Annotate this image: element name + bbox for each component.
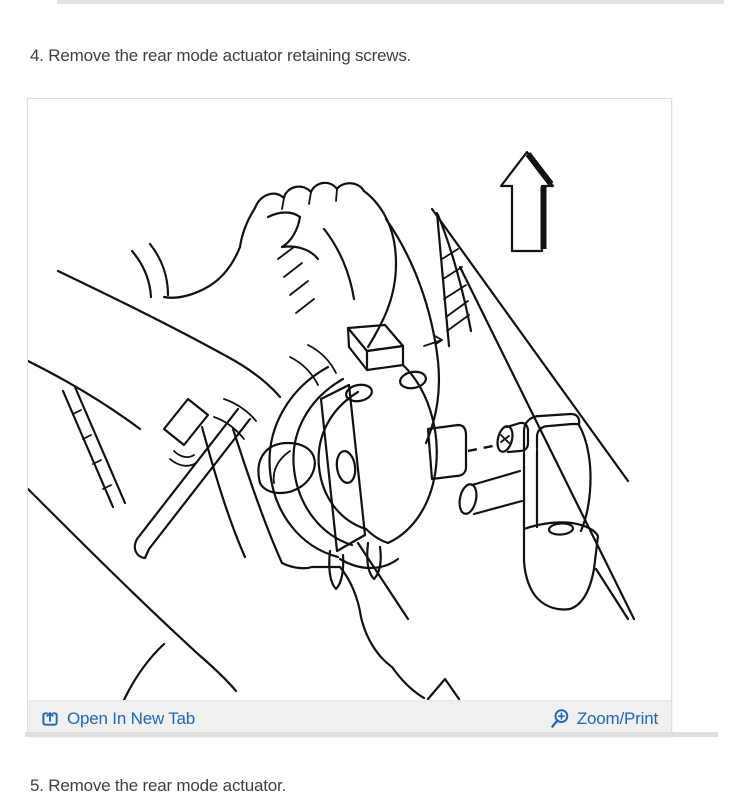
zoom-print-link[interactable]: [549, 708, 658, 730]
open-in-new-tab-label: Open In New Tab: [67, 708, 196, 728]
actuator-illustration: [28, 99, 671, 700]
figure-toolbar: [28, 700, 671, 736]
open-in-new-tab-icon: [41, 709, 60, 728]
bottom-divider: [25, 732, 718, 737]
figure-box: [27, 98, 672, 737]
zoom-print-label: Zoom/Print: [576, 708, 658, 728]
open-in-new-tab-link[interactable]: [41, 709, 195, 729]
step-4-instruction: 4. Remove the rear mode actuator retaining screws.: [30, 46, 412, 65]
magnifier-plus-icon: [549, 708, 570, 730]
step-5-instruction: 5. Remove the rear mode actuator.: [30, 776, 287, 795]
up-arrow-icon: [501, 152, 553, 251]
top-divider: [57, 0, 724, 4]
